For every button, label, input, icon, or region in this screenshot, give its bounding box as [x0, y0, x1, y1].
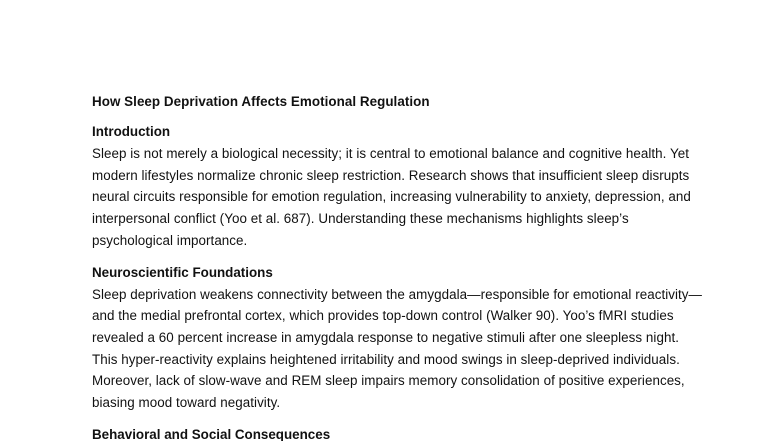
section-neuroscientific-foundations	[92, 263, 702, 414]
document-content	[92, 92, 702, 441]
section-heading: Introduction	[92, 124, 171, 139]
section-behavioral-social-consequences	[92, 425, 702, 441]
section-introduction	[92, 122, 702, 252]
section-body: Sleep is not merely a biological necessity; it is central to emotional balance and cognitive health. Yet modern lifestyles normalize chronic sleep restriction. Research shows that insufficient sleep disrupts neural circuits responsible for emotion regulation, increasing vulnerability to anxiety, depression, and interpersonal conflict (Yoo et al. 687). Understanding these mechanisms highlights sleep’s psychological importance.	[92, 146, 691, 248]
document-title: How Sleep Deprivation Affects Emotional Regulation	[92, 94, 430, 109]
section-heading: Behavioral and Social Consequences	[92, 426, 331, 441]
section-body: Sleep deprivation weakens connectivity between the amygdala—responsible for emotional reactivity—and the medial prefrontal cortex, which provides top-down control (Walker 90). Yoo’s fMRI studies revealed a 60 percent increase in amygdala response to negative stimuli after one sleepless night. This hyper-reactivity explains heightened irritability and mood swings in sleep-deprived individuals. Moreover, lack of slow-wave and REM sleep impairs memory consolidation of positive experiences, biasing mood toward negativity.	[92, 286, 702, 411]
section-heading: Neuroscientific Foundations	[92, 264, 273, 280]
